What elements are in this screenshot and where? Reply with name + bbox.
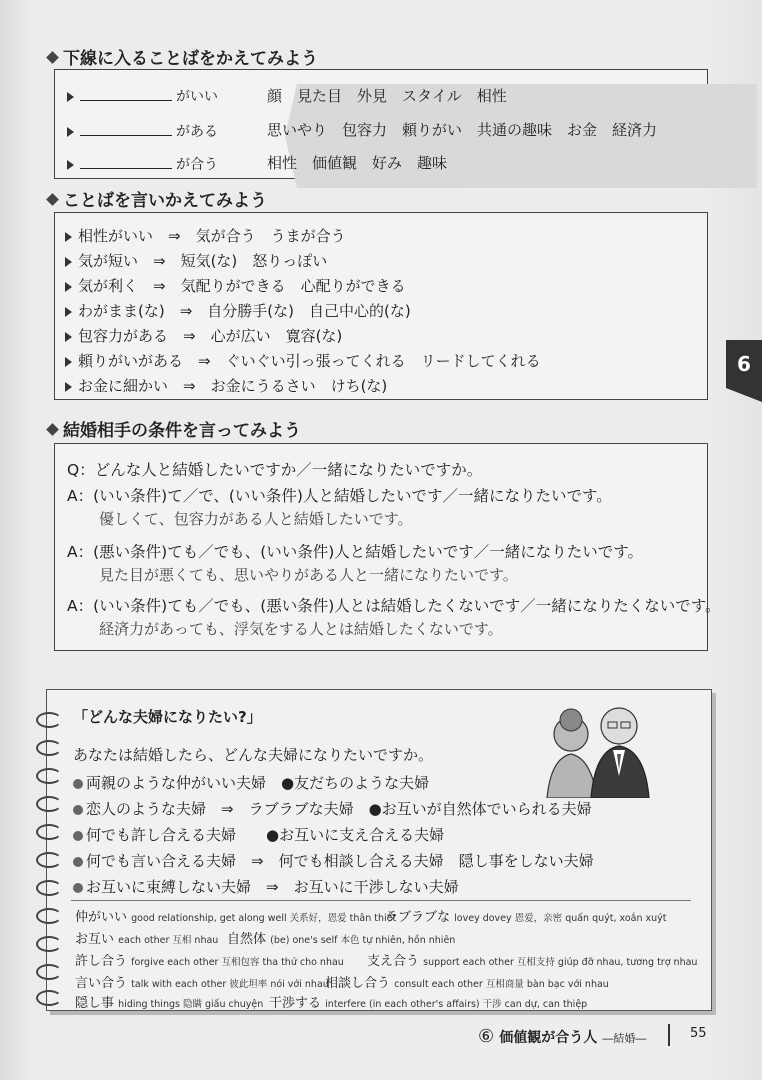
vocab-row [227,928,455,947]
vocab-row [75,906,396,925]
line-text: お互いに束縛しない夫婦 ⇒ お互いに干渉しない夫婦 [86,878,459,896]
suffix: がある [176,124,218,140]
page-number: 55 [690,1026,707,1041]
fill-row-3 [67,154,218,174]
vocab-row [75,928,218,947]
diamond-icon [46,51,59,64]
paraphrase-row [65,225,346,246]
bullet-icon [73,779,83,789]
fill-row-2 [67,121,218,141]
conditions-box [54,443,721,651]
vocab-gloss: hiding things 隐瞒 giấu chuyện [118,999,264,1010]
answer-example-3: 経済力があっても、浮気をする人とは結婚したくないです。 [99,620,503,638]
answer-example-2: 見た目が悪くても、思いやりがある人と一緒になりたいです。 [99,566,518,584]
section-title-2 [44,186,267,211]
ring-icon [36,824,62,840]
row-text: わがまま(な) ⇒ 自分勝手(な) 自己中心的(な) [78,302,411,320]
triangle-icon [65,332,72,342]
vocab-row [367,950,697,969]
triangle-icon [65,257,72,267]
triangle-icon [65,232,72,242]
row-text: 気が利く ⇒ 気配りができる 心配りができる [78,277,406,295]
diamond-icon [46,423,59,436]
vocab-row [75,950,344,969]
triangle-icon [65,282,72,292]
section-title-3 [44,416,301,441]
vocab-gloss: interfere (in each other's affairs) 干涉 can dự, can thiệp [325,999,588,1010]
vocab-gloss: forgive each other 互相包容 tha thứ cho nhau [131,957,344,968]
fill-in-box [54,69,708,179]
notebook-question: あなたは結婚したら、どんな夫婦になりたいですか。 [73,746,434,764]
vocab-gloss: each other 互相 nhau [118,935,219,946]
paraphrase-row [65,250,327,271]
vocab-term: 隠し事 [75,996,115,1011]
section-title-text: 下線に入ることばをかえてみよう [63,49,318,69]
ring-icon [36,936,62,952]
ring-icon [36,852,62,868]
vocab-term: 支え合う [367,954,420,969]
paraphrase-box [54,212,708,400]
chapter-tab: 6 [726,340,762,388]
paraphrase-row [65,325,342,346]
vocab-term: 自然体 [227,932,267,947]
vocab-term: 相談し合う [325,976,391,991]
ring-icon [36,712,62,728]
vocab-gloss: good relationship, get along well 关系好，恩爱 thân thiết [131,913,397,924]
notebook-line [73,798,592,819]
notebook-line [73,876,459,897]
row-text: 気が短い ⇒ 短気(な) 怒りっぽい [78,252,328,270]
triangle-icon [67,127,74,137]
footer-divider [668,1024,670,1046]
elderly-couple-illustration [535,698,665,798]
bullet-icon [73,883,83,893]
vocab-gloss: talk with each other 彼此坦率 nói với nhau [131,979,329,990]
vocab-row [385,906,667,925]
notebook-panel [46,689,712,1011]
options-1: 顔 見た目 外見 スタイル 相性 [267,87,507,105]
ring-icon [36,964,62,980]
row-text: 頼りがいがある ⇒ ぐいぐい引っ張ってくれる リードしてくれる [78,352,541,370]
blank-line [80,88,172,101]
notebook-line [73,850,594,871]
diamond-icon [46,193,59,206]
chapter-title: 価値観が合う人 [499,1030,598,1046]
page-footer [478,1026,646,1047]
row-text: お金に細かい ⇒ お金にうるさい けち(な) [78,377,388,395]
section-title-text: 結婚相手の条件を言ってみよう [63,421,301,441]
vocab-row [269,992,587,1011]
blank-line [80,123,172,136]
answer-example-1: 優しくて、包容力がある人と結婚したいです。 [99,510,413,528]
triangle-icon [65,382,72,392]
vocab-gloss: support each other 互相支持 giúp đỡ nhau, tương trợ nhau [423,957,698,968]
triangle-icon [67,92,74,102]
notebook-title: 「どんな夫婦になりたい?」 [73,708,262,726]
options-2: 思いやり 包容力 頼りがい 共通の趣味 お金 経済力 [267,121,658,139]
paraphrase-row [65,350,541,371]
triangle-icon [65,307,72,317]
chapter-subtitle: ―結婚― [602,1032,647,1045]
paraphrase-row [65,300,411,321]
vocab-term: 干渉する [269,996,322,1011]
vocab-row [75,972,329,991]
notebook-line [73,772,429,793]
ring-icon [36,740,62,756]
line-text: 何でも言い合える夫婦 ⇒ 何でも相談し合える夫婦 隠し事をしない夫婦 [86,852,594,870]
answer-pattern-1: A：(いい条件)て／で、(いい条件)人と結婚したいです／一緒になりたいです。 [67,487,612,505]
blank-line [80,156,172,169]
line-text: 恋人のような夫婦 ⇒ ラブラブな夫婦 ●お互いが自然体でいられる夫婦 [86,800,592,818]
suffix: が合う [176,157,218,173]
ring-icon [36,796,62,812]
options-3: 相性 価値観 好み 趣味 [267,154,448,172]
paraphrase-row [65,375,387,396]
triangle-icon [67,160,74,170]
vocab-row [325,972,609,991]
answer-pattern-3: A：(いい条件)ても／でも、(悪い条件)人とは結婚したくないです／一緒になりたくないです。 [67,597,721,615]
vocab-term: 仲がいい [75,910,128,925]
paraphrase-row [65,275,406,296]
question-line: Q：どんな人と結婚したいですか／一緒になりたいですか。 [67,461,483,479]
triangle-icon [65,357,72,367]
vocab-term: 許し合う [75,954,128,969]
line-text: 何でも許し合える夫婦 ●お互いに支え合える夫婦 [86,826,445,844]
vocab-gloss: (be) one's self 本色 tự nhiên, hồn nhiên [270,935,456,946]
ring-icon [36,768,62,784]
divider [71,900,691,901]
row-text: 相性がいい ⇒ 気が合う うまが合う [78,227,346,245]
vocab-row [75,992,263,1011]
ring-icon [36,880,62,896]
line-text: 両親のような仲がいい夫婦 ●友だちのような夫婦 [86,774,430,792]
bullet-icon [73,831,83,841]
ring-icon [36,908,62,924]
bullet-icon [73,805,83,815]
vocab-term: お互い [75,932,115,947]
section-title-1 [44,44,318,69]
row-text: 包容力がある ⇒ 心が広い 寛容(な) [78,327,343,345]
bullet-icon [73,857,83,867]
ring-icon [36,990,62,1006]
chapter-number: ⑥ [478,1026,495,1047]
suffix: がいい [176,89,218,105]
vocab-gloss: lovey dovey 恩爱，亲密 quấn quýt, xoắn xuýt [454,913,667,924]
vocab-term: 言い合う [75,976,128,991]
vocab-term: ラブラブな [385,910,451,925]
section-title-text: ことばを言いかえてみよう [63,191,267,211]
fill-row-1 [67,86,218,106]
notebook-line [73,824,444,845]
answer-pattern-2: A：(悪い条件)ても／でも、(いい条件)人と結婚したいです／一緒になりたいです。 [67,543,644,561]
vocab-gloss: consult each other 互相商量 bàn bạc với nhau [394,979,609,990]
